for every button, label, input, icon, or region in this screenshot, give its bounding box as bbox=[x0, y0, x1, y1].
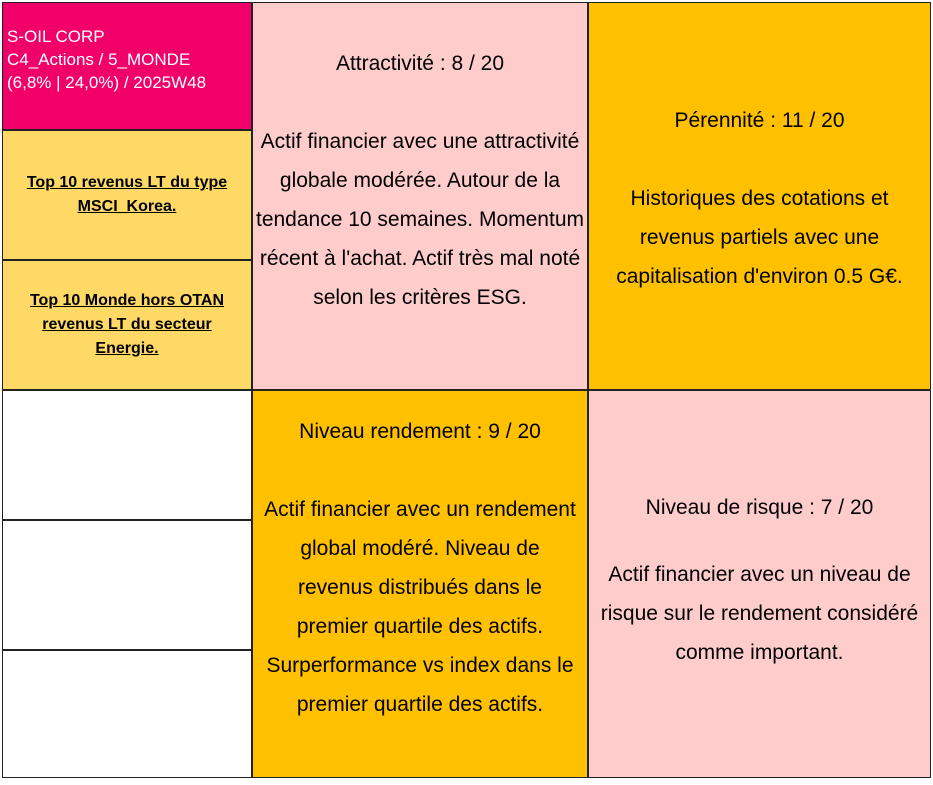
attractivite-text: Actif financier avec une attractivité globale modérée. Autour de la tendance 10 semaines. Momentum récent à l'achat. Actif très mal noté selon les critères ESG. bbox=[255, 130, 584, 309]
perennite-panel bbox=[588, 2, 931, 390]
empty-cell bbox=[2, 650, 252, 778]
rendement-title: Niveau rendement : 9 / 20 bbox=[299, 420, 541, 443]
perennite-text: Historiques des cotations et revenus partiels avec une capitalisation d'environ 0.5 G€. bbox=[616, 187, 903, 288]
asset-header bbox=[2, 2, 252, 130]
rendement-text: Actif financier avec un rendement global modéré. Niveau de revenus distribués dans le premier quartile des actifs. Surperformance vs index dans le premier quartile des actifs. bbox=[264, 498, 576, 716]
ranking-label[interactable]: Top 10 revenus LT du type MSCI_Korea. bbox=[26, 174, 228, 215]
perennite-title: Pérennité : 11 / 20 bbox=[674, 109, 845, 132]
empty-cell bbox=[2, 520, 252, 650]
attractivite-panel bbox=[252, 2, 588, 390]
risque-panel bbox=[588, 390, 931, 778]
ranking-msci-korea[interactable] bbox=[2, 130, 252, 260]
rendement-panel bbox=[252, 390, 588, 778]
asset-category: C4_Actions / 5_MONDE bbox=[7, 50, 191, 69]
attractivite-title: Attractivité : 8 / 20 bbox=[335, 52, 505, 75]
risque-text: Actif financier avec un niveau de risque sur le rendement considéré comme important. bbox=[600, 563, 919, 664]
ranking-label[interactable]: Top 10 Monde hors OTAN revenus LT du secteur Energie. bbox=[29, 292, 225, 357]
empty-cell bbox=[2, 390, 252, 520]
ranking-monde-energie[interactable] bbox=[2, 260, 252, 390]
company-name: S-OIL CORP bbox=[7, 27, 105, 46]
risque-title: Niveau de risque : 7 / 20 bbox=[645, 496, 874, 519]
asset-stats: (6,8% | 24,0%) / 2025W48 bbox=[7, 73, 207, 92]
